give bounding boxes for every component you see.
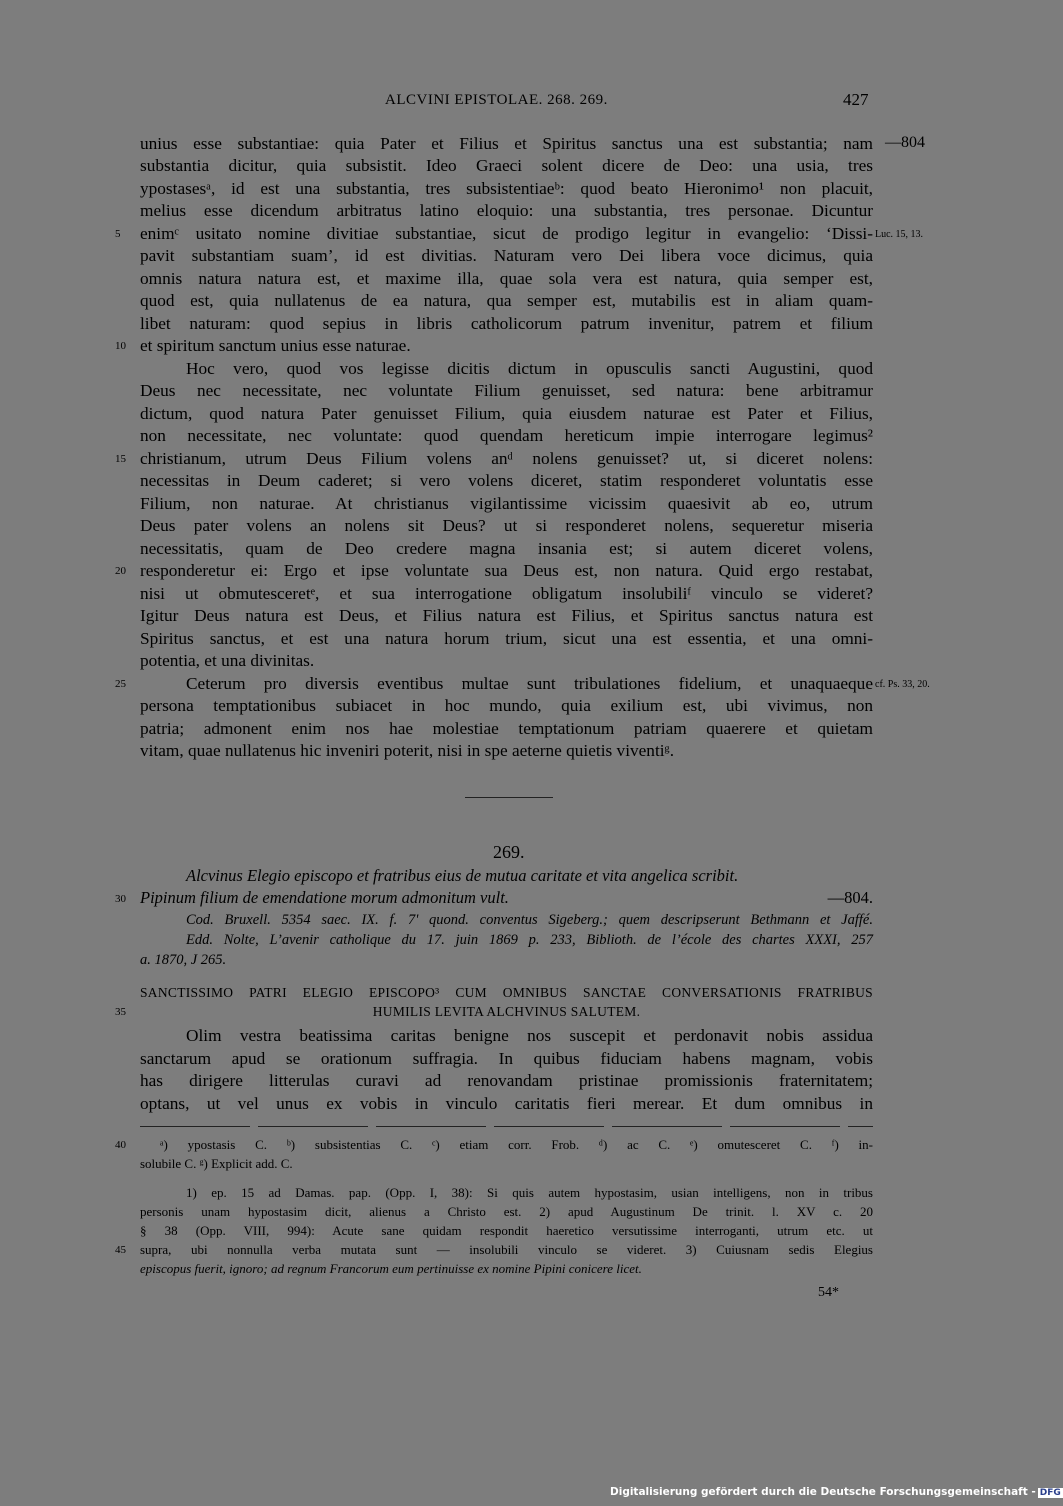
letter-summary: Pipinum filium de emendatione morum admonitum vult. (140, 888, 509, 907)
text-line: christianum, utrum Deus Filium volens anᵈ nolens genuisset? ut, si diceret nolens: (140, 449, 873, 468)
text-line: Filium, non naturae. At christianus vigilantissime vicissim quaesivit ab eo, utrum (140, 494, 873, 513)
variant-note: solubile C. ᵍ) Explicit add. C. (140, 1156, 293, 1171)
line-number: 40 (115, 1139, 126, 1151)
letter-number: 269. (493, 842, 525, 862)
letter-text-line: sanctarum apud se orationum suffragia. In quibus fiduciam habens magnam, vobis (140, 1049, 873, 1068)
letter-address: SANCTISSIMO PATRI ELEGIO EPISCOPO³ CUM OMNIBUS SANCTAE CONVERSATIONIS FRATRIBUS (140, 985, 873, 1000)
footnote-line: § 38 (Opp. VIII, 994): Acute sane quidam respondit haeretico versutissime interroganti, utrum etc. ut (140, 1223, 873, 1238)
line-number: 15 (115, 453, 126, 465)
source-note: Edd. Nolte, L’avenir catholique du 17. juin 1869 p. 233, Biblioth. de l’école des chartes XXXI, 257 (186, 932, 873, 948)
text-line: enimᶜ usitato nomine divitiae substantiae, sicut de prodigo legitur in evangelio: ‘Dissi- (140, 224, 873, 243)
footnote-rule (140, 1126, 873, 1127)
text-line: dictum, quod natura Pater genuisset Filium, quia eiusdem naturae est Pater et Filius, (140, 404, 873, 423)
source-note: a. 1870, J 265. (140, 952, 227, 968)
text-line: quod est, quia nullatenus de ea natura, qua semper est, mutabilis est in aliam quam- (140, 291, 873, 310)
source-note: Cod. Bruxell. 5354 saec. IX. f. 7' quond. conventus Sigeberg.; quem descripserunt Bethmann et Jaffé. (186, 912, 873, 928)
section-divider (465, 797, 553, 798)
text-line: unius esse substantiae: quia Pater et Filius et Spiritus sanctus una est substantia; nam (140, 134, 873, 153)
funding-banner-text: Digitalisierung gefördert durch die Deutsche Forschungsgemeinschaft - (610, 1486, 1036, 1498)
letter-summary: Alcvinus Elegio episcopo et fratribus eius de mutua caritate et vita angelica scribit. (186, 866, 739, 885)
text-line: necessitas in Deum caderet; si vero volens diceret, statim responderet voluntatis esse (140, 471, 873, 490)
line-number: 45 (115, 1244, 126, 1256)
letter-text-line: Olim vestra beatissima caritas benigne nos suscepit et perdonavit nobis assidua (186, 1026, 873, 1045)
text-line: vitam, quae nullatenus hic inveniri poterit, nisi in spe aeterne quietis viventiᵍ. (140, 741, 675, 760)
text-line: ypostasesᵃ, id est una substantia, tres subsistentiaeᵇ: quod beato Hieronimo¹ non placuit, (140, 179, 873, 198)
text-line: non necessitate, nec voluntate: quod quendam hereticum impie interrogare legimus² (140, 426, 873, 445)
page-number: 427 (843, 90, 869, 109)
text-line: potentia, et una divinitas. (140, 651, 315, 670)
text-line: nisi ut obmutesceretᵉ, et sua interrogatione obligatum insolubiliᶠ vinculo se videret? (140, 584, 873, 603)
funding-banner (610, 1486, 1063, 1498)
text-line: Deus nec necessitate, nec voluntate Filium genuisset, sed natura: bene arbitramur (140, 381, 873, 400)
margin-date: —804 (885, 134, 925, 151)
line-number: 5 (115, 228, 121, 240)
line-number: 35 (115, 1006, 126, 1018)
text-line: pavit substantiam suam’, id est divitias. Naturam vero Dei libera voce dicimus, quia (140, 246, 873, 265)
sheet-signature: 54* (818, 1285, 839, 1300)
text-line: responderetur ei: Ergo et ipse voluntate sua Deus est, non natura. Quid ergo restabat, (140, 561, 873, 580)
text-line: omnis natura natura est, et maxime illa, quae sola vera est natura, quia semper est, (140, 269, 873, 288)
footnote-line: episcopus fuerit, ignoro; ad regnum Francorum eum pertinuisse ex nomine Pipini conicere licet. (140, 1261, 642, 1276)
text-line: Ceterum pro diversis eventibus multae sunt tribulationes fidelium, et unaquaeque (186, 674, 873, 693)
text-line: et spiritum sanctum unius esse naturae. (140, 336, 411, 355)
letter-text-line: optans, ut vel unus ex vobis in vinculo caritatis fieri merear. Et dum omnibus in (140, 1094, 873, 1113)
text-line: necessitatis, quam de Deo credere magna insania est; si autem diceret volens, (140, 539, 873, 558)
text-line: Igitur Deus natura est Deus, et Filius natura est Filius, et Spiritus sanctus natura est (140, 606, 873, 625)
text-line: persona temptationibus subiacet in hoc mundo, quia exilium est, ubi vivimus, non (140, 696, 873, 715)
dfg-logo-icon: DFG (1039, 1488, 1061, 1498)
footnote-line: 1) ep. 15 ad Damas. pap. (Opp. I, 38): Si quis autem hypostasim, usian intelligens, non in tribus (186, 1185, 873, 1200)
text-line: Spiritus sanctus, et est una natura horum trium, sicut una est essentia, et una omni- (140, 629, 873, 648)
line-number: 30 (115, 893, 126, 905)
variant-note: ᵃ) ypostasis C. ᵇ) subsistentias C. ᶜ) etiam corr. Frob. ᵈ) ac C. ᵉ) omutesceret C. ᶠ) in- (160, 1137, 873, 1152)
text-line: libet naturam: quod sepius in libris catholicorum patrum invenitur, patrem et filium (140, 314, 873, 333)
running-header-title: ALCVINI EPISTOLAE. 268. 269. (385, 92, 608, 108)
line-number: 25 (115, 678, 126, 690)
text-line: melius esse dicendum arbitratus latino eloquio: una substantia, tres personae. Dicuntur (140, 201, 873, 220)
letter-address: HUMILIS LEVITA ALCHVINUS SALUTEM. (372, 1004, 641, 1019)
margin-reference: cf. Ps. 33, 20. (875, 679, 930, 690)
line-number: 10 (115, 340, 126, 352)
footnote-line: supra, ubi nonnulla verba mutata sunt — insolubili vinculo se videret. 3) Cuiusnam sedis Elegius (140, 1242, 873, 1257)
letter-text-line: has dirigere litterulas curavi ad renovandam pristinae promissionis fraternitatem; (140, 1071, 873, 1090)
text-line: Hoc vero, quod vos legisse dicitis dictum in opusculis sancti Augustini, quod (186, 359, 873, 378)
letter-date: —804. (827, 888, 873, 907)
text-line: Deus pater volens an nolens sit Deus? ut si responderet nolens, sequeretur miseria (140, 516, 873, 535)
text-line: substantia dicitur, quia subsistit. Ideo Graeci solent dicere de Deo: una usia, tres (140, 156, 873, 175)
margin-reference: Luc. 15, 13. (875, 229, 924, 240)
line-number: 20 (115, 565, 126, 577)
footnote-line: personis unam hypostasim dicit, alienus a Christo est. 2) apud Augustinum De trinit. l. XV c. 20 (140, 1204, 873, 1219)
text-line: patria; admonent enim nos hae molestiae temptationum patriam quaerere et quietam (140, 719, 873, 738)
